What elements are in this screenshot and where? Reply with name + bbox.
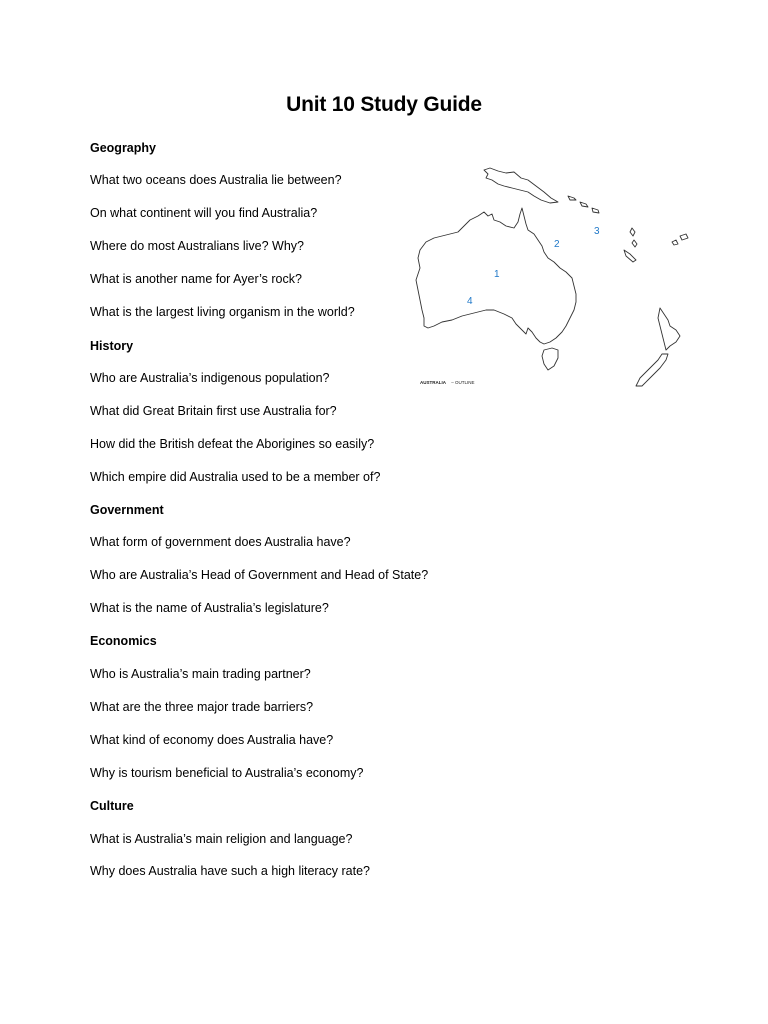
section-heading-history: History [90,339,134,353]
new-zealand-north-island-outline [658,308,680,350]
map-caption-subtitle: – OUTLINE [451,380,475,385]
question: What two oceans does Australia lie between? [90,173,342,187]
question: Which empire did Australia used to be a member of? [90,470,381,484]
map-label-2: 2 [554,239,560,250]
solomon-islands-outline [580,202,588,207]
question: What are the three major trade barriers? [90,700,314,714]
page-title: Unit 10 Study Guide [286,93,482,116]
question: Why is tourism beneficial to Australia’s economy? [90,766,364,780]
map-label-1: 1 [494,269,500,280]
question: What did Great Britain first use Australia for? [90,404,337,418]
map-caption-title: AUSTRALIA [420,380,446,385]
section-heading-culture: Culture [90,799,134,813]
section-heading-government: Government [90,503,164,517]
question: Who is Australia’s main trading partner? [90,667,311,681]
vanuatu-outline [632,240,637,247]
question: On what continent will you find Australia? [90,206,318,220]
question: What is the name of Australia’s legislature? [90,601,329,615]
question: What is Australia’s main religion and language? [90,832,353,846]
section-heading-economics: Economics [90,634,157,648]
fiji-outline [672,240,678,245]
map-label-4: 4 [467,296,473,307]
map-label-3: 3 [594,226,600,237]
new-zealand-south-island-outline [636,354,668,386]
new-caledonia-outline [624,250,636,262]
question: Who are Australia’s Head of Government and Head of State? [90,568,429,582]
solomon-islands-outline [568,196,576,200]
tasmania-outline [542,348,558,370]
section-heading-geography: Geography [90,141,156,155]
question: How did the British defeat the Aborigines so easily? [90,437,375,451]
fiji-outline [680,234,688,240]
question: Where do most Australians live? Why? [90,239,304,253]
vanuatu-outline [630,228,635,236]
solomon-islands-outline [592,208,599,213]
question: What kind of economy does Australia have? [90,733,334,747]
question: What form of government does Australia have? [90,535,351,549]
question: What is another name for Ayer’s rock? [90,272,302,286]
map-caption [420,380,475,385]
question: Who are Australia’s indigenous population? [90,371,330,385]
australia-outline-map [408,150,710,400]
question: What is the largest living organism in the world? [90,305,355,319]
question: Why does Australia have such a high literacy rate? [90,864,371,878]
new-guinea-outline [484,168,558,203]
